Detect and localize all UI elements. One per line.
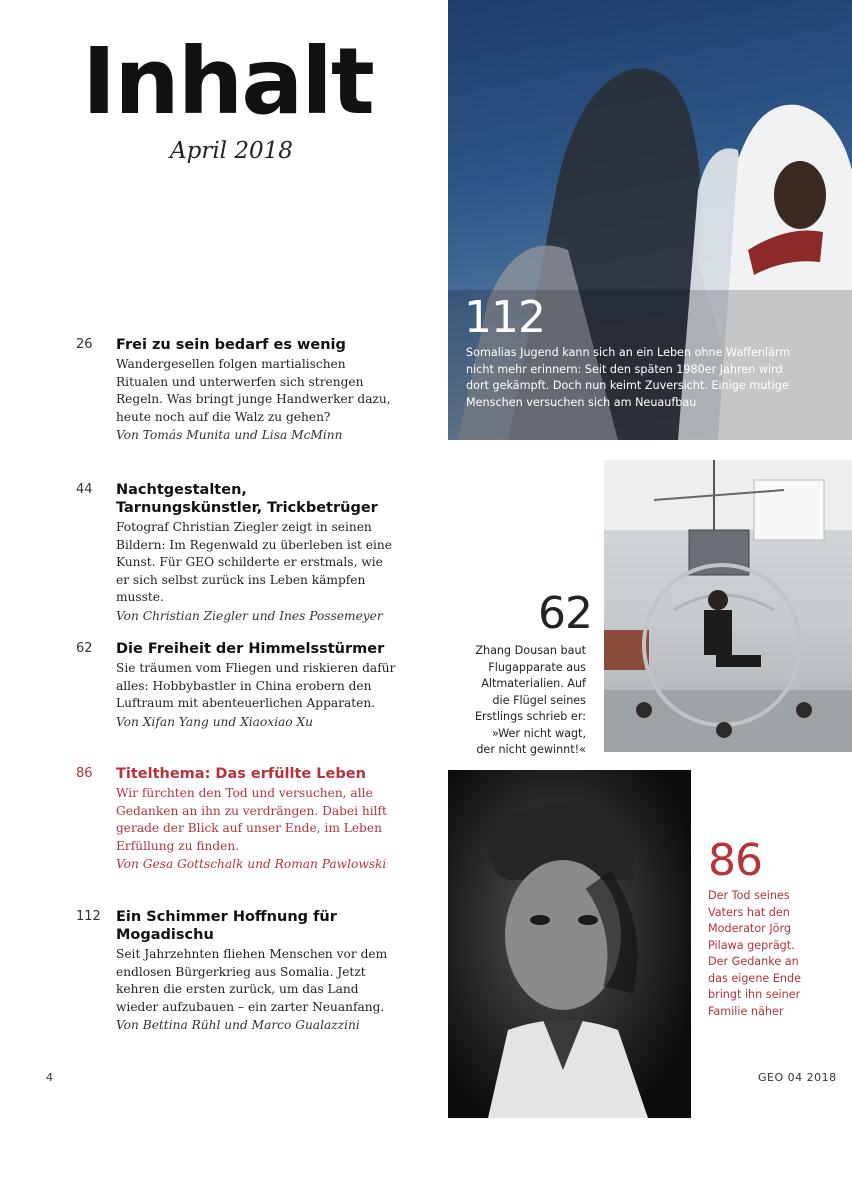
photo-portrait-illustration [448,770,691,1118]
toc-byline: Von Gesa Gottschalk und Roman Pawlowski [116,857,387,871]
toc-teaser: Sie träumen vom Fliegen und riskieren dafür alles: Hobbybastler in China erobern den Luftraum mit abenteuerlichen Apparaten. [116,661,396,710]
toc-headline: Nachtgestalten, Tarnungskünstler, Trickbetrüger [116,482,378,516]
toc-page-number: 44 [76,482,93,497]
toc-byline: Von Tomás Munita und Lisa McMinn [116,428,343,442]
page-title: Inhalt [82,28,373,135]
toc-byline: Von Xifan Yang und Xiaoxiao Xu [116,714,314,729]
photo-somalia[interactable] [448,0,852,440]
toc-page-number: 26 [76,337,93,352]
toc-page-number: 86 [76,766,93,781]
toc-headline: Ein Schimmer Hoffnung für Mogadischu [116,909,337,943]
toc-headline: Frei zu sein bedarf es wenig [116,337,346,353]
issue-date: April 2018 [170,138,293,164]
toc-headline: Die Freiheit der Himmelsstürmer [116,641,385,657]
toc-teaser: Fotograf Christian Ziegler zeigt in seinen Bildern: Im Regenwald zu überleben ist eine Kunst. Für GEO schilderte er erstmals, wie er sich selbst zurück ins Leben kämpfen musste. [116,520,392,604]
toc-page-number: 112 [76,909,101,924]
photo-flying-machine-illustration [604,460,852,752]
toc-page-number: 62 [76,641,93,656]
toc-byline: Von Bettina Rühl und Marco Gualazzini [116,1018,360,1032]
photo-page-number: 86 [708,835,762,886]
photo-caption: Der Tod seines Vaters hat den Moderator Jörg Pilawa geprägt. Der Gedanke an das eigene Ende bringt ihn seiner Familie näher [708,889,801,1018]
toc-headline: Titelthema: Das erfüllte Leben [116,766,366,782]
toc-byline: Von Christian Ziegler und Ines Possemeyer [116,608,383,623]
page-number: 4 [46,1071,53,1084]
photo-flying-machine[interactable] [604,460,852,752]
photo-page-number: 62 [538,588,592,639]
photo-caption: Somalias Jugend kann sich an ein Leben ohne Waffenlärm nicht mehr erinnern: Seit den späten 1980er Jahren wird dort gekämpft. Doch nun keimt Zuversicht. Einige mutige Menschen versuchen sich am Neuaufbau [466,346,791,409]
toc-teaser: Wandergesellen folgen martialischen Ritualen und unterwerfen sich strengen Regeln. Was bringt junge Handwerker dazu, heute noch auf die Walz zu gehen? [116,357,391,424]
toc-teaser: Seit Jahrzehnten fliehen Menschen vor dem endlosen Bürgerkrieg aus Somalia. Jetzt kehren die ersten zurück, um das Land wieder aufzubauen – ein zarter Neuanfang. [116,947,388,1014]
photo-caption: Zhang Dousan baut Flugapparate aus Altmaterialien. Auf die Flügel seines Erstlings schrieb er: »Wer nicht wagt, der nicht gewinnt!« [474,644,586,756]
photo-portrait[interactable] [448,770,691,1118]
toc-teaser: Wir fürchten den Tod und versuchen, alle Gedanken an ihn zu verdrängen. Dabei hilft gerade der Blick auf unser Ende, im Leben Erfüllung zu finden. [116,786,387,853]
issue-footer: GEO 04 2018 [758,1071,837,1084]
photo-page-number: 112 [464,292,545,343]
